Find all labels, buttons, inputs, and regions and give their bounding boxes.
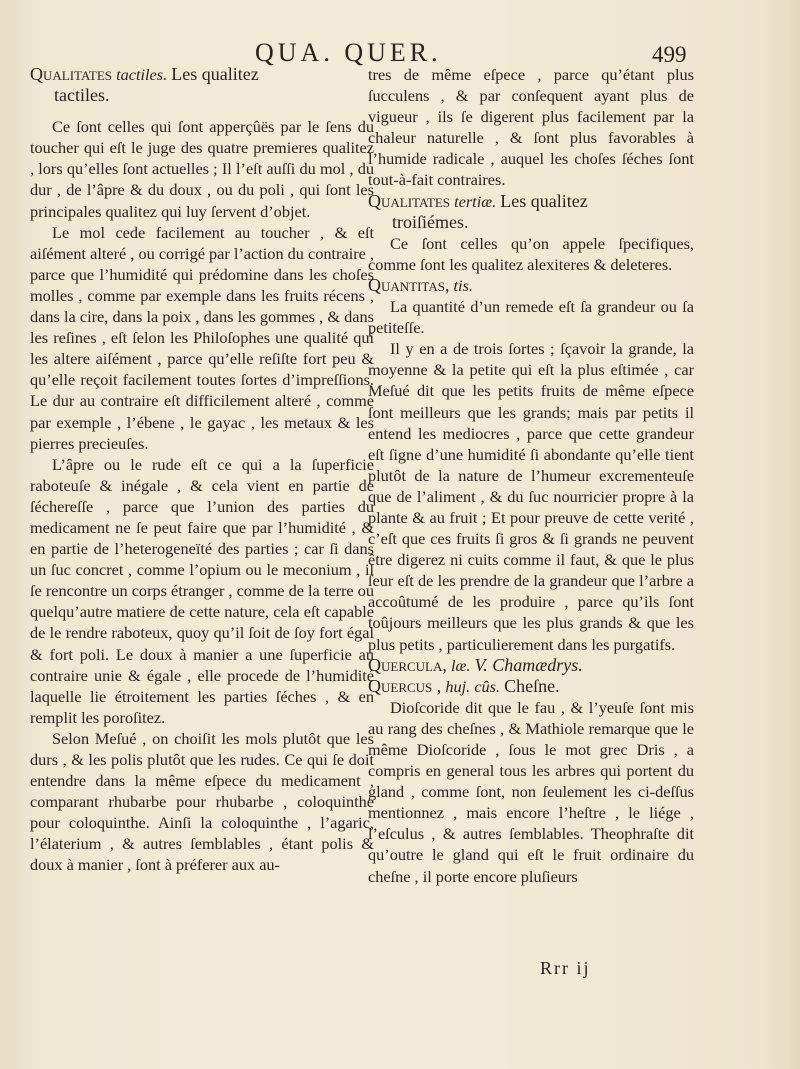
entry-heading bbox=[368, 676, 694, 697]
entry-heading bbox=[368, 655, 694, 676]
left-column bbox=[30, 64, 374, 876]
entry-gloss: Les qualitez bbox=[500, 190, 588, 211]
right-column bbox=[368, 64, 694, 887]
entry-inflection: læ. bbox=[450, 655, 471, 675]
entry-headword: Quercus , bbox=[368, 675, 442, 696]
paragraph: Ce ſont celles qui ſont apperçûës par le ſens du toucher qui eſt le juge des quatre premieres qualitez , lors qu’elles ſont actuelles ; Il l’eſt auſſi du mol , du dur , de l’âpre & du doux , ou du poli , qui ſont les principales qualitez qui luy ſervent d’objet. bbox=[30, 117, 374, 221]
entry-gloss: Les qualitez bbox=[171, 64, 259, 84]
paragraph: Il y en a de trois ſortes ; ſçavoir la grande, la moyenne & la petite qui eſt la plus eſtimée , car Meſué dit que les petits fruits de même eſpece ſont meilleurs que les grands; mais par petits il entend les mediocres , parce que cette grandeur eſt ſigne d’une humidité ſi abondante qu’elle tient plutôt de la nature de l’humeur excrementeuſe que de l’aliment , & du ſuc nourricier propre à la plante & au fruit ; Et pour preuve de cette verité , c’eſt que ces fruits ſi gros & ſi grands ne peuvent être digerez ni cuits comme il faut, & que le plus ſeur eſt de les prendre de la grandeur que l’arbre a accoûtumé de les produire , parce qu’ils ſont toûjours meilleurs que les plus grands & que les plus petits , particulierement dans les purgatifs. bbox=[368, 339, 694, 654]
entry-gloss: Cheſne. bbox=[504, 675, 560, 696]
running-title: QUA. QUER. bbox=[255, 38, 442, 67]
paragraph: Selon Meſué , on choiſit les mols plutôt que les durs , & les polis plutôt que les rudes. Ce qui ſe doit entendre dans la même eſpece du medicament , comparant rhubarbe pour rhubarbe , coloquinthe pour coloquinthe. Ainſi la coloquinthe , l’agaric, l’élaterium , & autres ſemblables , étant polis & doux à manier , ſont à préferer aux au- bbox=[30, 728, 374, 875]
entry-inflection: tactiles. bbox=[116, 65, 168, 84]
entry-gloss: V. Chamædrys. bbox=[474, 654, 583, 675]
paragraph: La quantité d’un remede eſt ſa grandeur ou ſa petiteſſe. bbox=[368, 297, 694, 338]
entry-inflection: huj. cûs. bbox=[445, 676, 501, 696]
page-number: 499 bbox=[652, 42, 687, 67]
entry-heading bbox=[30, 64, 374, 106]
paragraph: tres de même eſpece , parce qu’étant plus ſucculens , & par conſequent ayant plus de vigueur , ils ſe digerent plus facilement par la chaleur naturelle , & ſont plus favorables à l’humide radicale , auquel les choſes ſéches ſont tout-à-fait contraires. bbox=[368, 65, 694, 190]
entry-headword: Qualitates bbox=[368, 190, 451, 211]
entry-heading bbox=[368, 191, 694, 233]
entry-gloss-continuation: tactiles. bbox=[54, 85, 110, 106]
signature-mark: Rrr ij bbox=[540, 958, 591, 978]
entry-gloss-continuation: troiſiémes. bbox=[392, 211, 469, 232]
entry-headword: Quercula, bbox=[368, 654, 447, 675]
entry-headword: Quantitas, bbox=[368, 274, 450, 295]
paragraph: Ce ſont celles qu’on appele ſpecifiques, comme ſont les qualitez alexiteres & deleteres. bbox=[368, 233, 694, 274]
entry-headword: Qualitates bbox=[30, 64, 113, 84]
paragraph: Le mol cede facilement au toucher , & eſt aiſément alteré , ou corrigé par l’action du contraire , parce que l’humidité qui prédomine dans les choſes molles , comme par exemple dans les fruits récens , dans la cire, dans la poix , dans les gommes , & dans les reſines , eſt ſelon les Philoſophes une qualité qui les altere aiſément , parce qu’elle reſiſte fort peu & qu’elle reçoit facilement toutes ſortes d’impreſſions. Le dur au contraire eſt difficilement alteré , comme par exemple , l’ébene , le gayac , les metaux & les pierres precieuſes. bbox=[30, 222, 375, 453]
entry-inflection: tis. bbox=[453, 275, 473, 295]
entry-inflection: tertiæ. bbox=[454, 191, 497, 211]
paragraph: L’âpre ou le rude eſt ce qui a la ſuperficie raboteuſe & inégale , & cela vient en partie de ſéchereſſe , parce que l’union des parties du medicament ne ſe peut faire que par l’humidité , & en partie de l’heterogeneïté des parties ; car ſi dans un ſuc concret , comme l’opium ou le meconium , il ſe rencontre un corps étranger , comme de la terre ou quelqu’autre matiere de cette nature, cela eſt capable de le rendre raboteux, quoy qu’il ſoit de ſoy fort égal & fort poli. Le doux à manier a une ſuperficie au contraire unie & égale , elle procede de l’humidité laquelle lie étroitement les parties ſéches , & en remplit les poroſitez. bbox=[30, 454, 375, 727]
paragraph: Dioſcoride dit que le fau , & l’yeuſe ſont mis au rang des cheſnes , & Mathiole remarque que le même Dioſcoride , ſous le mot grec Dris , a compris en general tous les arbres qui portent du gland , comme ſont, non ſeulement les ci-deſſus mentionnez , mais encore l’heſtre , le liége , l’eſculus , & autres ſemblables. Theophraſte dit qu’outre le gland qui eſt le fruit ordinaire du cheſne , il porte encore pluſieurs bbox=[368, 697, 694, 886]
entry-heading bbox=[368, 275, 694, 296]
